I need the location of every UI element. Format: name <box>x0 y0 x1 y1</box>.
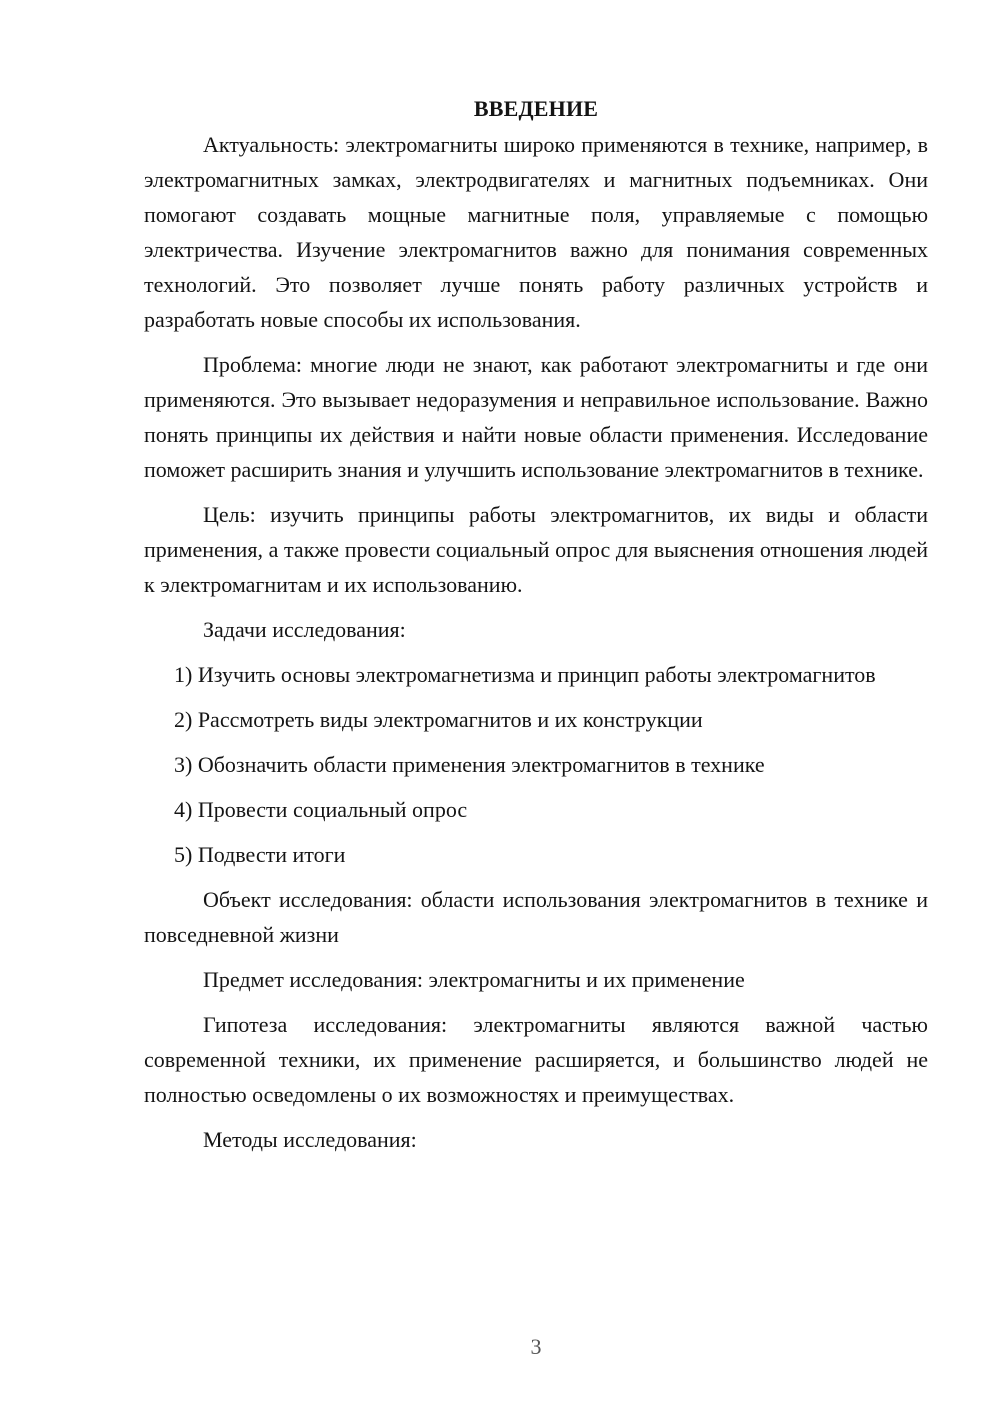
list-item: 5) Подвести итоги <box>174 842 346 867</box>
paragraph-relevance: Актуальность: электромагниты широко применяются в технике, например, в электромагнитных замках, электродвигателях и магнитных подъемниках. Они помогают создавать мощные магнитные поля, управляемые с помощью электричества. Изучение электромагнитов важно для понимания современных технологий. Это позволяет лучше понять работу различных устройств и разработать новые способы их использования. <box>144 132 928 332</box>
list-item: 4) Провести социальный опрос <box>174 797 468 822</box>
paragraph-hypothesis: Гипотеза исследования: электромагниты являются важной частью современной техники, их применение расширяется, и большинство людей не полностью осведомлены о их возможностях и преимуществах. <box>144 1012 928 1107</box>
paragraph-subject: Предмет исследования: электромагниты и их применение <box>203 967 745 992</box>
list-item: 3) Обозначить области применения электромагнитов в технике <box>174 752 765 777</box>
paragraph-tasks-heading: Задачи исследования: <box>203 617 406 642</box>
document-page <box>144 94 928 1167</box>
tasks-list <box>144 657 928 872</box>
paragraph-goal: Цель: изучить принципы работы электромагнитов, их виды и области применения, а также провести социальный опрос для выяснения отношения людей к электромагнитам и их использованию. <box>144 502 928 597</box>
section-title: ВВЕДЕНИЕ <box>473 96 599 121</box>
paragraph-object: Объект исследования: области использования электромагнитов в технике и повседневной жизни <box>144 887 928 947</box>
list-item: 1) Изучить основы электромагнетизма и принцип работы электромагнитов <box>174 662 876 687</box>
paragraph-problem: Проблема: многие люди не знают, как работают электромагниты и где они применяются. Это вызывает недоразумения и неправильное использование. Важно понять принципы их действия и найти новые области применения. Исследование поможет расширить знания и улучшить использование электромагнитов в технике. <box>144 352 928 482</box>
page-number: 3 <box>530 1334 542 1359</box>
list-item: 2) Рассмотреть виды электромагнитов и их конструкции <box>174 707 703 732</box>
paragraph-methods: Методы исследования: <box>203 1127 417 1152</box>
